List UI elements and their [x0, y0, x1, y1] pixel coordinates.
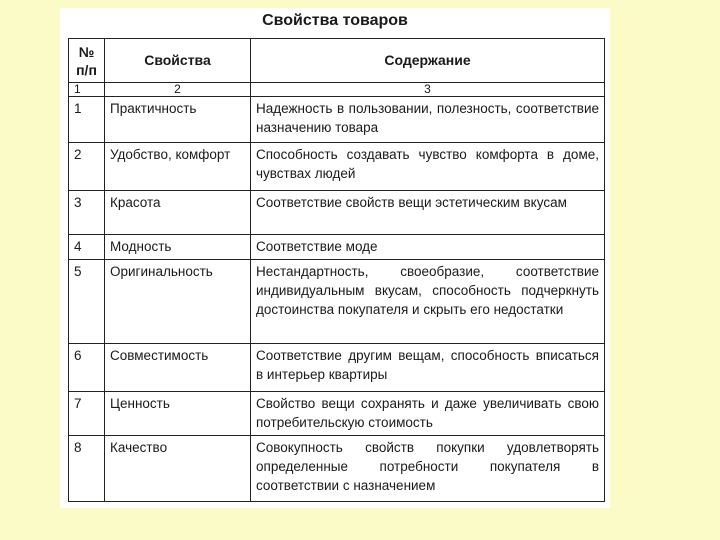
table-row [69, 260, 605, 344]
table-row [69, 97, 605, 143]
row-content: Способность создавать чувство комфорта в доме, чувствах людей [251, 143, 605, 191]
page-title: Свойства товаров [262, 12, 408, 29]
row-content: Соответствие моде [251, 235, 605, 260]
row-num: 4 [69, 235, 105, 260]
row-property: Практичность [105, 97, 251, 143]
index-cell: 2 [105, 83, 251, 97]
document-page [60, 8, 610, 508]
header-num: № п/п [69, 39, 105, 83]
row-num: 1 [69, 97, 105, 143]
row-content: Совокупность свойств покупки удовлетворять определенные потребности покупателя в соответствии с назначением [251, 436, 605, 502]
index-cell: 1 [69, 83, 105, 97]
table-header-row [69, 39, 605, 83]
row-content: Соответствие другим вещам, способность вписаться в интерьер квартиры [251, 344, 605, 392]
row-num: 7 [69, 392, 105, 436]
row-property: Удобство, комфорт [105, 143, 251, 191]
row-property: Ценность [105, 392, 251, 436]
row-num: 8 [69, 436, 105, 502]
index-cell: 3 [251, 83, 605, 97]
row-num: 5 [69, 260, 105, 344]
row-property: Совместимость [105, 344, 251, 392]
table-row [69, 344, 605, 392]
row-property: Красота [105, 191, 251, 235]
row-property: Оригинальность [105, 260, 251, 344]
row-content: Соответствие свойств вещи эстетическим вкусам [251, 191, 605, 235]
row-content: Свойство вещи сохранять и даже увеличивать свою потребительскую стоимость [251, 392, 605, 436]
row-num: 3 [69, 191, 105, 235]
properties-table [68, 38, 605, 502]
row-property: Модность [105, 235, 251, 260]
row-content: Нестандартность, своеобразие, соответствие индивидуальным вкусам, способность подчеркнуть достоинства покупателя и скрыть его недостатки [251, 260, 605, 344]
table-row [69, 235, 605, 260]
header-property: Свойства [105, 39, 251, 83]
row-num: 6 [69, 344, 105, 392]
table-row [69, 191, 605, 235]
table-row [69, 392, 605, 436]
header-content: Содержание [251, 39, 605, 83]
table-row [69, 143, 605, 191]
index-row [69, 83, 605, 97]
row-num: 2 [69, 143, 105, 191]
table-row [69, 436, 605, 502]
row-content: Надежность в пользовании, полезность, соответствие назначению товара [251, 97, 605, 143]
row-property: Качество [105, 436, 251, 502]
